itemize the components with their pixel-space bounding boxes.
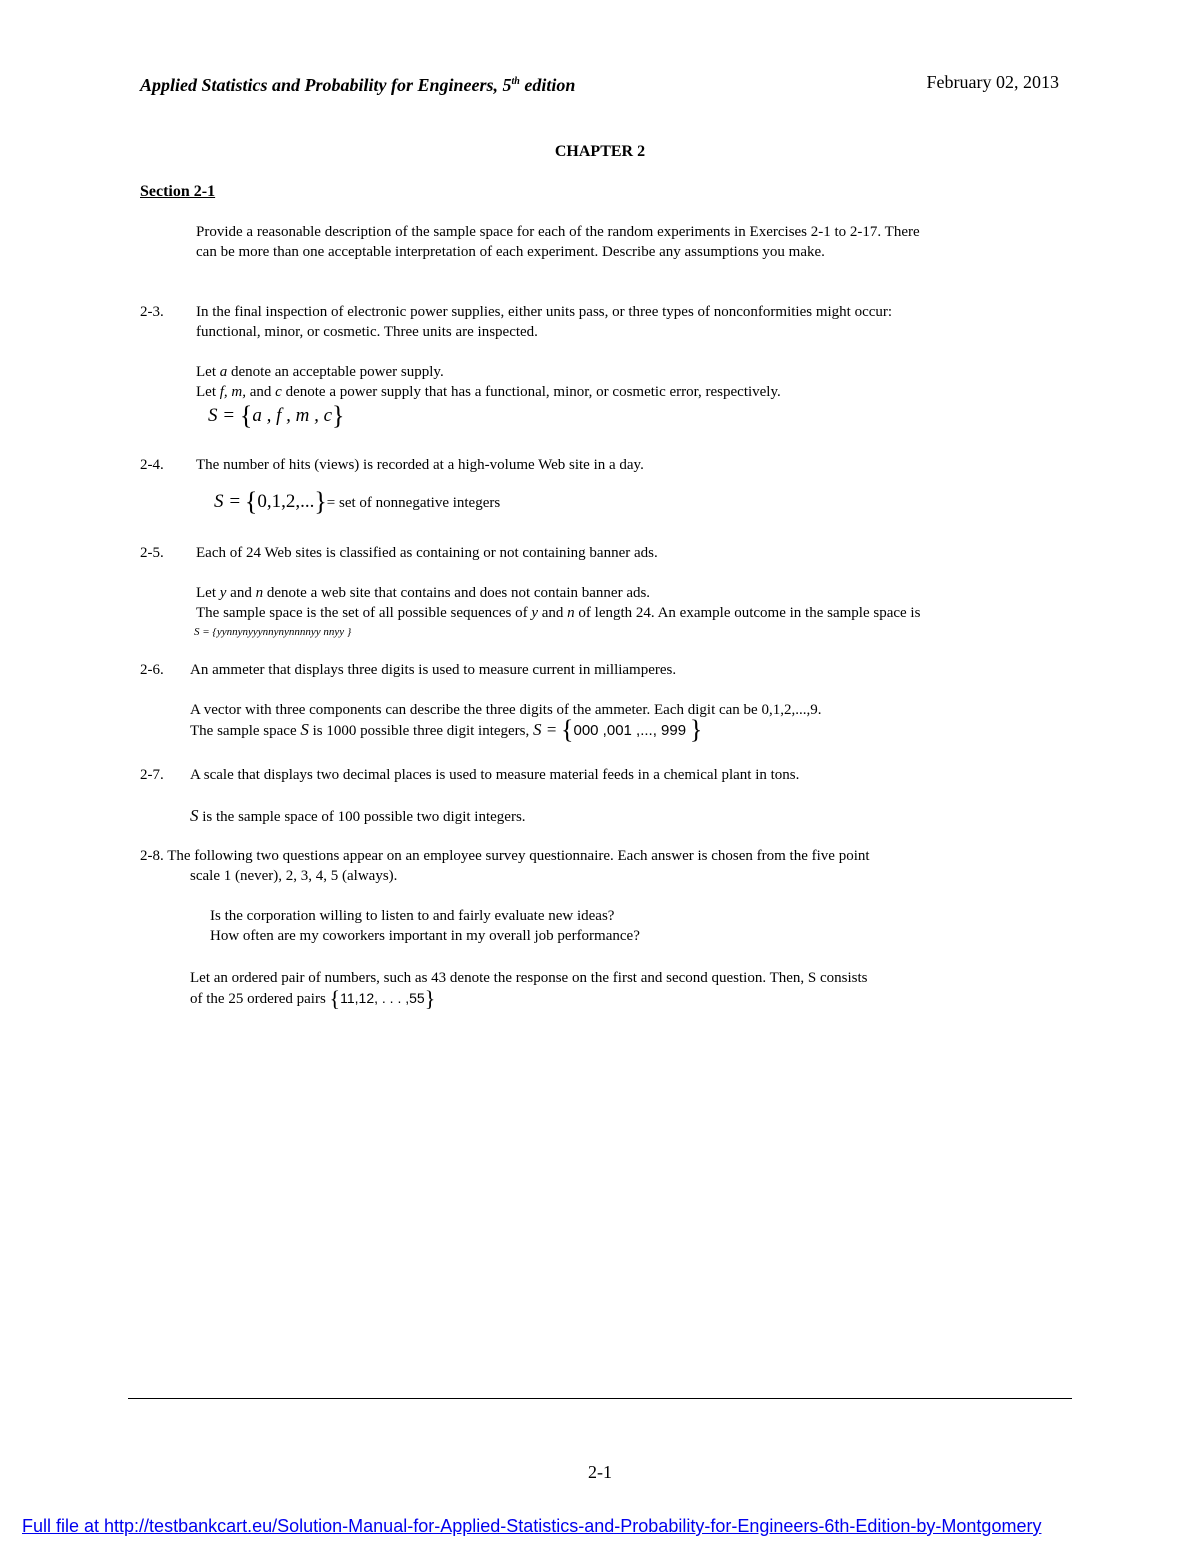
equation-lhs: S =: [533, 720, 558, 739]
exercise-number-2-3: 2-3.: [140, 304, 164, 320]
exercise-2-8-question-2: scale 1 (never), 2, 3, 4, 5 (always).: [190, 868, 398, 884]
equation-lhs: S =: [208, 405, 236, 426]
exercise-2-5-example-outcome: S = {yynnynyyynnynynnnnyy nnyy }: [194, 626, 352, 638]
brace-open: {: [329, 986, 341, 1011]
exercise-2-3-question-2: functional, minor, or cosmetic. Three units are inspected.: [196, 324, 538, 340]
brace-open: {: [244, 487, 258, 516]
text-fragment: Let: [196, 384, 220, 400]
math-var: S: [190, 806, 199, 825]
equation-description: = set of nonnegative integers: [326, 495, 501, 511]
text-fragment: and: [538, 605, 568, 621]
exercise-2-3-answer-2: [196, 382, 781, 402]
brace-open: {: [561, 715, 574, 744]
exercise-number-2-4: 2-4.: [140, 457, 164, 473]
exercise-2-8-question-1: 2-8. The following two questions appear on an employee survey questionnaire. Each answer is chosen from the five point: [140, 848, 870, 864]
text-fragment: The sample space is the set of all possible sequences of: [196, 605, 532, 621]
equation-set: a , f , m , c: [252, 405, 332, 426]
math-var: c: [275, 384, 282, 400]
math-var: y: [219, 585, 227, 601]
exercise-number-2-6: 2-6.: [140, 662, 164, 678]
text-fragment: Let: [196, 364, 220, 380]
header-title-text: Applied Statistics and Probability for Engineers, 5: [140, 75, 512, 95]
math-var: y: [531, 605, 538, 621]
equation-set: 0,1,2,...: [257, 491, 315, 512]
brace-close: }: [314, 487, 327, 516]
section-heading: Section 2-1: [140, 183, 216, 200]
text-fragment: denote a web site that contains and does not contain banner ads.: [263, 585, 651, 601]
exercise-number-2-7: 2-7.: [140, 767, 164, 783]
equation-lhs: S =: [214, 491, 242, 512]
exercise-2-7-question: A scale that displays two decimal places is used to measure material feeds in a chemical plant in tons.: [190, 767, 800, 783]
exercise-2-4-sample-space-equation: [214, 487, 501, 516]
exercise-2-5-answer-2: [196, 603, 920, 623]
equation-set: 000 ,001 ,..., 999: [573, 722, 687, 739]
intro-line-2: can be more than one acceptable interpretation of each experiment. Describe any assumptions you make.: [196, 244, 825, 260]
exercise-2-3-sample-space-equation: [208, 401, 345, 430]
brace-open: {: [239, 401, 253, 430]
header-title-sup: th: [511, 76, 520, 87]
footer-divider: [128, 1398, 1072, 1399]
math-var: f, m,: [219, 384, 246, 400]
exercise-2-6-answer-2: [190, 715, 703, 744]
intro-line-1: Provide a reasonable description of the sample space for each of the random experiments in Exercises 2-1 to 2-17. There: [196, 224, 920, 240]
math-var: n: [567, 605, 575, 621]
math-var: S: [300, 720, 309, 739]
chapter-heading: CHAPTER 2: [554, 143, 646, 160]
text-fragment: and: [246, 384, 276, 400]
header-title-suffix: edition: [519, 75, 576, 95]
exercise-2-8-answer-2: [190, 988, 435, 1009]
exercise-2-6-answer-1: A vector with three components can describe the three digits of the ammeter. Each digit can be 0,1,2,...,9.: [190, 702, 822, 718]
brace-close: }: [332, 401, 345, 430]
exercise-number-2-5: 2-5.: [140, 545, 164, 561]
math-var: a: [219, 364, 228, 380]
running-header-title: [140, 72, 575, 95]
text-fragment: of length 24. An example outcome in the sample space is: [574, 605, 921, 621]
brace-close: }: [689, 715, 703, 744]
exercise-2-5-question: Each of 24 Web sites is classified as containing or not containing banner ads.: [196, 545, 658, 561]
text-fragment: is the sample space of 100 possible two digit integers.: [198, 809, 526, 825]
exercise-2-8-survey-item-1: Is the corporation willing to listen to and fairly evaluate new ideas?: [210, 908, 615, 924]
exercise-2-8-survey-item-2: How often are my coworkers important in my overall job performance?: [210, 928, 640, 944]
running-header-date: February 02, 2013: [926, 72, 1059, 92]
brace-close: }: [424, 986, 436, 1011]
exercise-2-8-answer-1: Let an ordered pair of numbers, such as 43 denote the response on the first and second question. Then, S consists: [190, 970, 868, 986]
exercise-2-3-question-1: In the final inspection of electronic power supplies, either units pass, or three types of nonconformities might occur:: [196, 304, 893, 320]
exercise-2-4-question: The number of hits (views) is recorded at a high-volume Web site in a day.: [196, 457, 644, 473]
text-fragment: denote a power supply that has a functional, minor, or cosmetic error, respectively.: [281, 384, 781, 400]
math-var: n: [255, 585, 264, 601]
text-fragment: The sample space: [190, 723, 301, 739]
text-fragment: and: [226, 585, 256, 601]
exercise-2-6-question: An ammeter that displays three digits is used to measure current in milliamperes.: [190, 662, 677, 678]
text-fragment: is 1000 possible three digit integers,: [308, 723, 534, 739]
text-fragment: denote an acceptable power supply.: [227, 364, 444, 380]
equation-set: 11,12, . . . ,55: [340, 990, 425, 1006]
page-number: 2-1: [588, 1462, 612, 1482]
exercise-2-3-answer-1: [196, 362, 444, 382]
full-file-link[interactable]: Full file at http://testbankcart.eu/Solution-Manual-for-Applied-Statistics-and-Probability-for-Engineers-6th-Edition-by-Montgomery: [22, 1516, 1042, 1536]
exercise-2-7-answer: [190, 806, 526, 827]
exercise-2-5-answer-1: [196, 583, 650, 603]
text-fragment: of the 25 ordered pairs: [190, 991, 330, 1007]
text-fragment: Let: [196, 585, 220, 601]
